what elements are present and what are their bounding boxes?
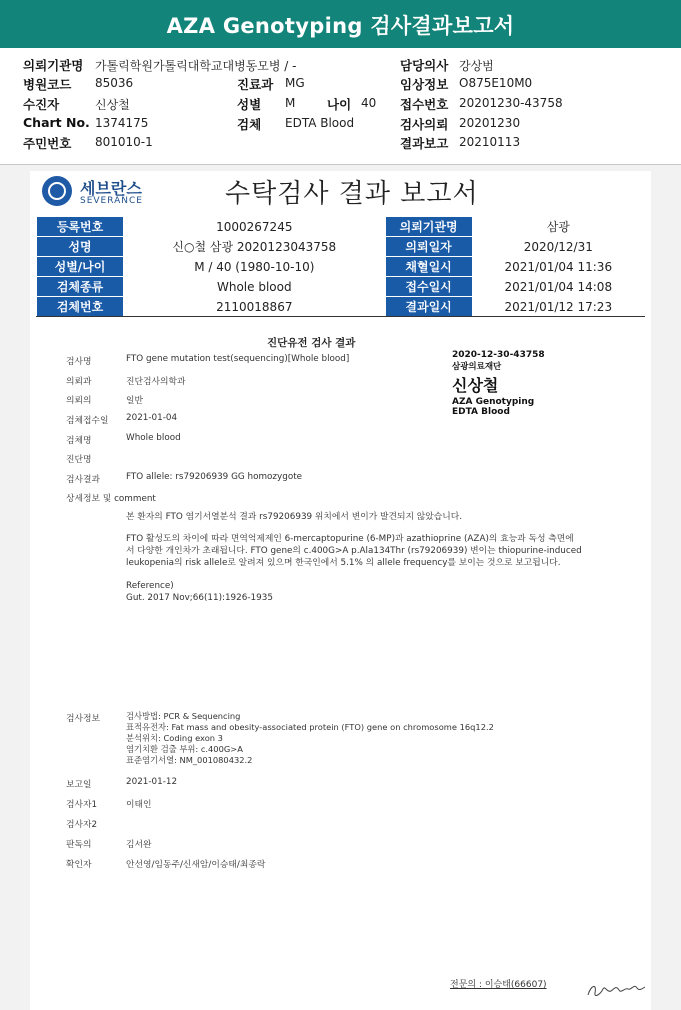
row-label: 검사자1 xyxy=(66,800,98,810)
age-value: 40 xyxy=(361,96,377,110)
stamp-lab: 삼광의료재단 xyxy=(452,362,502,372)
info-key: 결과일시 xyxy=(385,297,472,317)
test-info-line: 표적유전자: Fat mass and obesity-associated protein (FTO) gene on chromosome 16q12.2 xyxy=(126,722,494,732)
stamp-test: AZA Genotyping xyxy=(452,397,535,407)
row-value: Whole blood xyxy=(126,433,181,443)
row-value: 일반 xyxy=(126,396,143,406)
stamp-specimen: EDTA Blood xyxy=(452,407,510,417)
info-key: 의뢰기관명 xyxy=(385,217,472,237)
row-value: 2021-01-04 xyxy=(126,413,178,423)
test-info-block xyxy=(126,711,494,766)
info-value: 신○철 삼광 2020123043758 xyxy=(124,237,386,257)
institution-value: 가톨릭학원가톨릭대학교대병동모병 / - xyxy=(95,59,297,73)
age-label: 나이 xyxy=(327,97,352,112)
test-info-label: 검사정보 xyxy=(66,714,100,724)
test-info-line: 표준염기서열: NM_001080432.2 xyxy=(126,755,253,765)
info-value: Whole blood xyxy=(124,277,386,297)
info-key: 채혈일시 xyxy=(385,257,472,277)
row-label: 검체명 xyxy=(66,436,92,446)
dept-value: MG xyxy=(285,76,305,90)
request-label: 검사의뢰 xyxy=(400,117,449,132)
info-row xyxy=(37,257,645,277)
doctor-value: 강상범 xyxy=(459,59,494,73)
institution-label: 의뢰기관명 xyxy=(23,58,84,73)
info-value: 2021/01/04 11:36 xyxy=(472,257,644,277)
registration-info-table xyxy=(36,216,645,317)
stamp-accession: 2020-12-30-43758 xyxy=(452,350,545,360)
accession-label: 접수번호 xyxy=(400,97,449,112)
reference-label: Reference) xyxy=(126,581,174,591)
resident-no-value: 801010-1 xyxy=(95,135,153,149)
specimen-value: EDTA Blood xyxy=(285,116,355,130)
comment-paragraph: 본 환자의 FTO 염기서열분석 결과 rs79206939 위치에서 변이가 발견되지 않았습니다. xyxy=(126,512,463,522)
specialist-signature-label: 전문의 : 이승태(66607) xyxy=(450,980,547,990)
info-value: 삼광 xyxy=(472,217,644,237)
info-value: 2020/12/31 xyxy=(472,237,644,257)
doctor-label: 담당의사 xyxy=(400,58,449,73)
info-key: 검체종류 xyxy=(37,277,124,297)
result-report-label: 결과보고 xyxy=(400,136,449,151)
info-key: 성별/나이 xyxy=(37,257,124,277)
receiver-label: 수진자 xyxy=(23,97,60,112)
row-label: 의뢰과 xyxy=(66,377,92,387)
clinical-label: 임상정보 xyxy=(400,77,449,92)
info-value: 1000267245 xyxy=(124,217,386,237)
severance-logo-icon xyxy=(42,176,72,206)
info-value: 2021/01/04 14:08 xyxy=(472,277,644,297)
request-value: 20201230 xyxy=(459,116,521,130)
info-key: 접수일시 xyxy=(385,277,472,297)
info-row xyxy=(37,297,645,317)
section-title: 진단유전 검사 결과 xyxy=(267,337,356,349)
hospital-code-value: 85036 xyxy=(95,76,134,90)
accession-value: 20201230-43758 xyxy=(459,96,563,110)
specimen-label: 검체 xyxy=(237,117,262,132)
logo-subtitle: SEVERANCE xyxy=(80,196,143,206)
row-value: 이태인 xyxy=(126,800,152,810)
report-title: 수탁검사 결과 보고서 xyxy=(225,179,479,209)
info-value: 2021/01/12 17:23 xyxy=(472,297,644,317)
comment-paragraph: 서 다양한 개인차가 초래됩니다. FTO gene의 c.400G>A p.Ala134Thr (rs79206939) 변이는 thiopurine-induced xyxy=(126,546,582,556)
specimen-stamp xyxy=(452,350,545,417)
comment-paragraph: FTO 활성도의 차이에 따라 면역억제제인 6-mercaptopurine (6-MP)과 azathioprine (AZA)의 효능과 독성 측면에 xyxy=(126,534,574,544)
test-info-line: 검사방법: PCR & Sequencing xyxy=(126,711,241,721)
scanned-report xyxy=(30,171,651,1010)
row-value: FTO allele: rs79206939 GG homozygote xyxy=(126,472,303,482)
receiver-value: 신상철 xyxy=(95,98,130,112)
info-value: M / 40 (1980-10-10) xyxy=(124,257,386,277)
clinical-value: O875E10M0 xyxy=(459,76,533,90)
row-label: 검사명 xyxy=(66,357,92,367)
comment-paragraph: leukopenia의 risk allele로 알려져 있으며 한국인에서 5.1% 의 allele frequency를 보이는 것으로 보고됩니다. xyxy=(126,558,561,568)
sex-label: 성별 xyxy=(237,97,262,112)
info-key: 검체번호 xyxy=(37,297,124,317)
info-key: 의뢰일자 xyxy=(385,237,472,257)
row-label: 상세정보 및 comment xyxy=(66,494,156,504)
info-key: 등록번호 xyxy=(37,217,124,237)
row-label: 검사자2 xyxy=(66,820,98,830)
row-label: 검사결과 xyxy=(66,475,100,485)
chart-no-label: Chart No. xyxy=(23,115,90,130)
row-label: 확인자 xyxy=(66,860,92,870)
chart-no-value: 1374175 xyxy=(95,116,149,130)
hospital-code-label: 병원코드 xyxy=(23,77,72,92)
info-row xyxy=(37,277,645,297)
reference-citation: Gut. 2017 Nov;66(11):1926-1935 xyxy=(126,593,273,603)
dept-label: 진료과 xyxy=(237,77,274,92)
stamp-patient: 신상철 xyxy=(452,376,499,395)
resident-no-label: 주민번호 xyxy=(23,136,72,151)
row-label: 의뢰의 xyxy=(66,396,92,406)
patient-info-header xyxy=(0,48,681,165)
row-label: 진단명 xyxy=(66,455,92,465)
test-info-line: 염기치환 검출 부위: c.400G>A xyxy=(126,744,243,754)
row-value: 2021-01-12 xyxy=(126,777,178,787)
result-report-value: 20210113 xyxy=(459,135,521,149)
row-value: 안선영/임동주/신새암/이승태/최종락 xyxy=(126,860,266,870)
report-header-title: AZA Genotyping 검사결과보고서 xyxy=(0,0,681,48)
row-value: FTO gene mutation test(sequencing)[Whole blood] xyxy=(126,354,350,364)
info-row xyxy=(37,237,645,257)
row-label: 판독의 xyxy=(66,840,92,850)
info-row xyxy=(37,217,645,237)
info-value: 2110018867 xyxy=(124,297,386,317)
signature-icon xyxy=(585,975,647,1001)
info-key: 성명 xyxy=(37,237,124,257)
sex-value: M xyxy=(285,96,296,110)
table-bottom-rule xyxy=(36,316,645,317)
logo-name: 세브란스 xyxy=(80,179,142,198)
row-value: 김서완 xyxy=(126,840,152,850)
row-value: 진단검사의학과 xyxy=(126,377,186,387)
row-label: 보고일 xyxy=(66,780,92,790)
test-info-line: 분석위치: Coding exon 3 xyxy=(126,733,223,743)
row-label: 검체접수일 xyxy=(66,416,109,426)
